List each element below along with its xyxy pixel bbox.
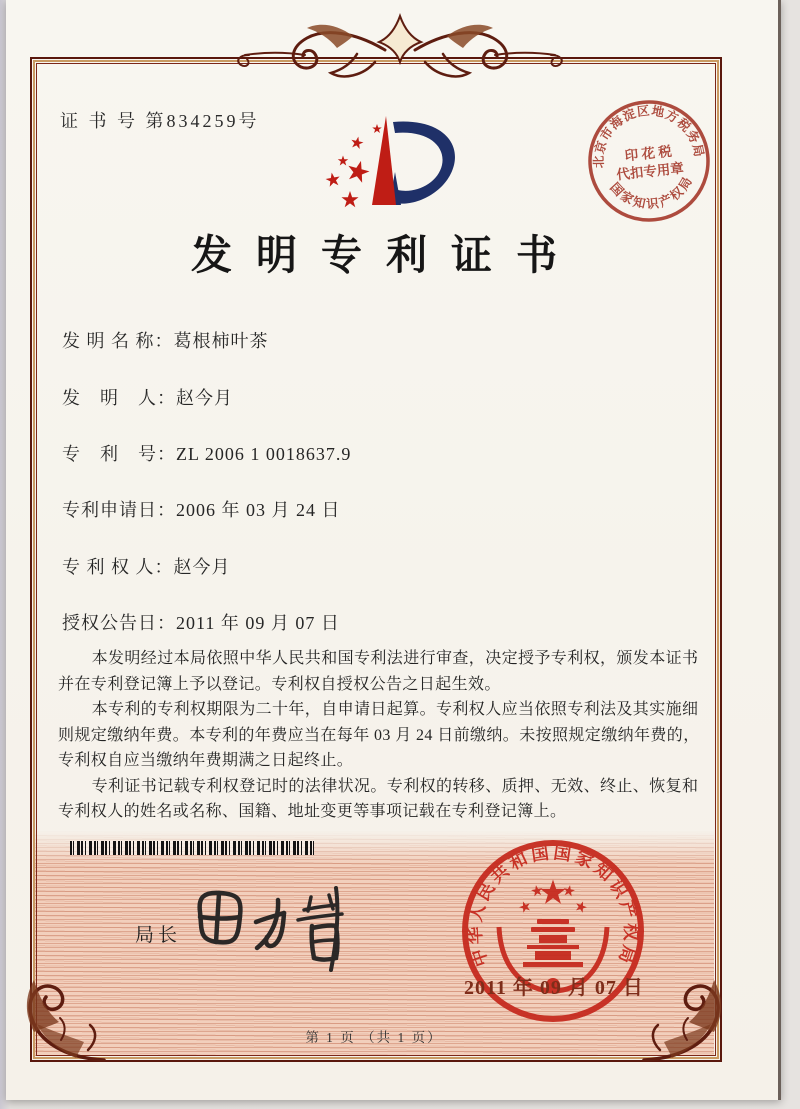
field-label: 发 明 人： <box>62 388 176 408</box>
tax-stamp-line1: 印 花 税 <box>623 143 673 164</box>
field-value: ZL 2006 1 0018637.9 <box>176 444 352 464</box>
field-grant-date <box>62 609 340 635</box>
field-value: 赵今月 <box>176 388 233 408</box>
field-label: 授权公告日： <box>62 613 176 633</box>
certificate-body <box>58 646 702 825</box>
tax-stamp-arc-bottom: 国家知识产权局 <box>607 173 696 212</box>
tax-stamp-seal <box>580 92 718 230</box>
field-value: 2011 年 09 月 07 日 <box>176 613 340 633</box>
body-paragraph: 本专利的专利权期限为二十年，自申请日起算。专利权人应当依照专利法及其实施细则规定缴纳年费。本专利的年费应当在每年 03 月 24 日前缴纳。未按照规定缴纳年费的，专利权自应当缴纳年费期满之日起终止。 <box>58 701 700 769</box>
page-footer: 第 1 页 （共 1 页） <box>305 1030 443 1045</box>
barcode <box>70 841 314 855</box>
field-invention-name <box>62 327 269 353</box>
office-seal-arc-text: 中华人民共和国国家知识产权局 <box>464 842 642 970</box>
field-value: 2006 年 03 月 24 日 <box>176 500 341 520</box>
svg-text:中华人民共和国国家知识产权局 <box>465 842 642 969</box>
field-label: 专 利 权 人： <box>62 557 174 577</box>
field-patent-number <box>62 440 351 466</box>
field-patentee <box>62 553 231 579</box>
body-paragraph: 本发明经过本局依照中华人民共和国专利法进行审查，决定授予专利权，颁发本证书并在专利登记簿上予以登记。专利权自授权公告之日起生效。 <box>58 650 699 693</box>
bottom-right-flourish-icon <box>639 970 734 1065</box>
director-signature <box>184 880 359 980</box>
bottom-left-flourish-icon <box>14 970 109 1065</box>
certificate-number: 证 书 号 第834259号 <box>60 111 260 131</box>
field-label: 专利申请日： <box>62 500 176 520</box>
grant-seal-date: 2011 年 09 月 07 日 <box>464 977 644 999</box>
field-label: 发 明 名 称： <box>62 331 174 351</box>
field-value: 葛根柿叶茶 <box>173 331 269 351</box>
certificate-title: 发明专利证书 <box>191 232 581 278</box>
field-inventor <box>62 384 233 410</box>
tax-stamp-line2: 代扣专用章 <box>615 160 685 183</box>
top-border-ornament-icon <box>225 6 575 94</box>
field-application-date <box>62 496 341 522</box>
director-title: 局长 <box>135 925 182 946</box>
field-label: 专 利 号： <box>62 444 176 464</box>
field-value: 赵今月 <box>173 557 231 577</box>
cnipa-logo-icon <box>300 110 500 212</box>
certificate-page <box>6 0 781 1100</box>
body-paragraph: 专利证书记载专利权登记时的法律状况。专利权的转移、质押、无效、终止、恢复和专利权人的姓名或名称、国籍、地址变更等事项记载在专利登记簿上。 <box>58 777 699 820</box>
tax-stamp-arc-top: 北京市海淀区地方税务局 <box>591 103 707 169</box>
